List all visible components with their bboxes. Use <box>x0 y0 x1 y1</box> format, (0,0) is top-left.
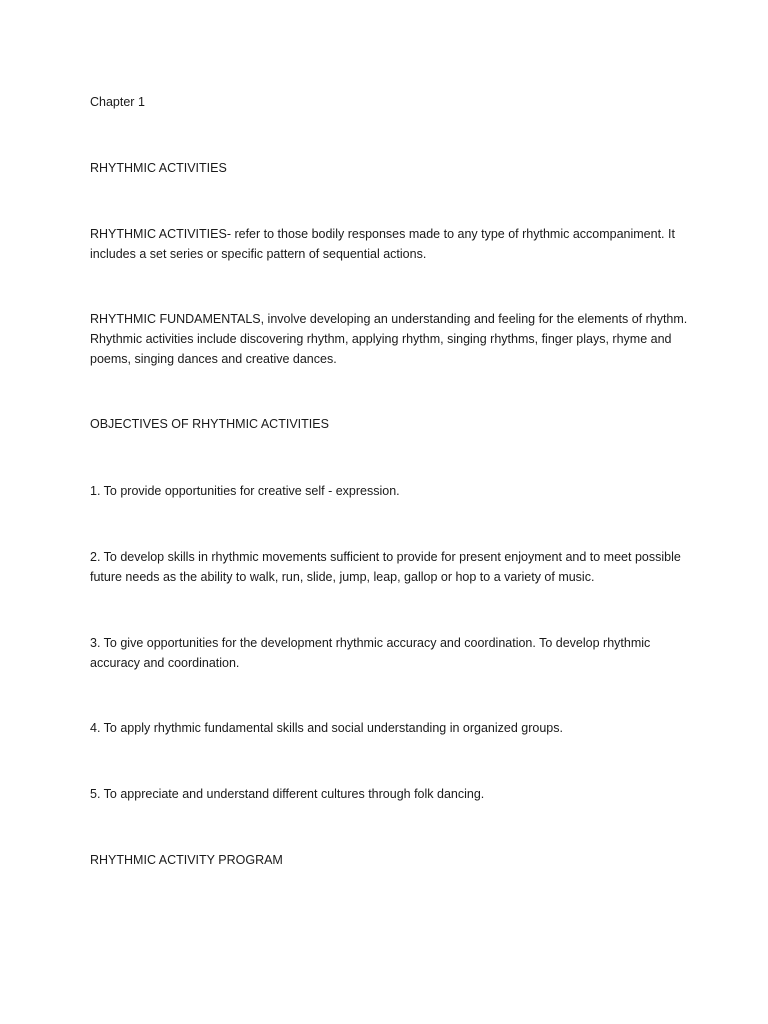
program-heading: RHYTHMIC ACTIVITY PROGRAM <box>90 853 283 867</box>
objective-item: 4. To apply rhythmic fundamental skills and social understanding in organized groups. <box>90 721 563 735</box>
definition-paragraph: RHYTHMIC ACTIVITIES- refer to those bodily responses made to any type of rhythmic accompaniment. It includes a set series or specific pattern of sequential actions. <box>90 227 675 261</box>
objectives-heading: OBJECTIVES OF RHYTHMIC ACTIVITIES <box>90 417 329 431</box>
objective-item: 3. To give opportunities for the development rhythmic accuracy and coordination. To develop rhythmic accuracy and coordination. <box>90 636 651 670</box>
chapter-label: Chapter 1 <box>90 95 145 109</box>
objective-item: 2. To develop skills in rhythmic movements sufficient to provide for present enjoyment and to meet possible future needs as the ability to walk, run, slide, jump, leap, gallop or hop to a variety of music. <box>90 550 681 584</box>
objective-item: 1. To provide opportunities for creative self - expression. <box>90 484 400 498</box>
fundamentals-paragraph: RHYTHMIC FUNDAMENTALS, involve developing an understanding and feeling for the elements of rhythm. Rhythmic activities include discovering rhythm, applying rhythm, singing rhythms, finger plays, rhyme and poems, singing dances and creative dances. <box>90 312 688 366</box>
section-title: RHYTHMIC ACTIVITIES <box>90 161 227 175</box>
objective-item: 5. To appreciate and understand different cultures through folk dancing. <box>90 787 485 801</box>
